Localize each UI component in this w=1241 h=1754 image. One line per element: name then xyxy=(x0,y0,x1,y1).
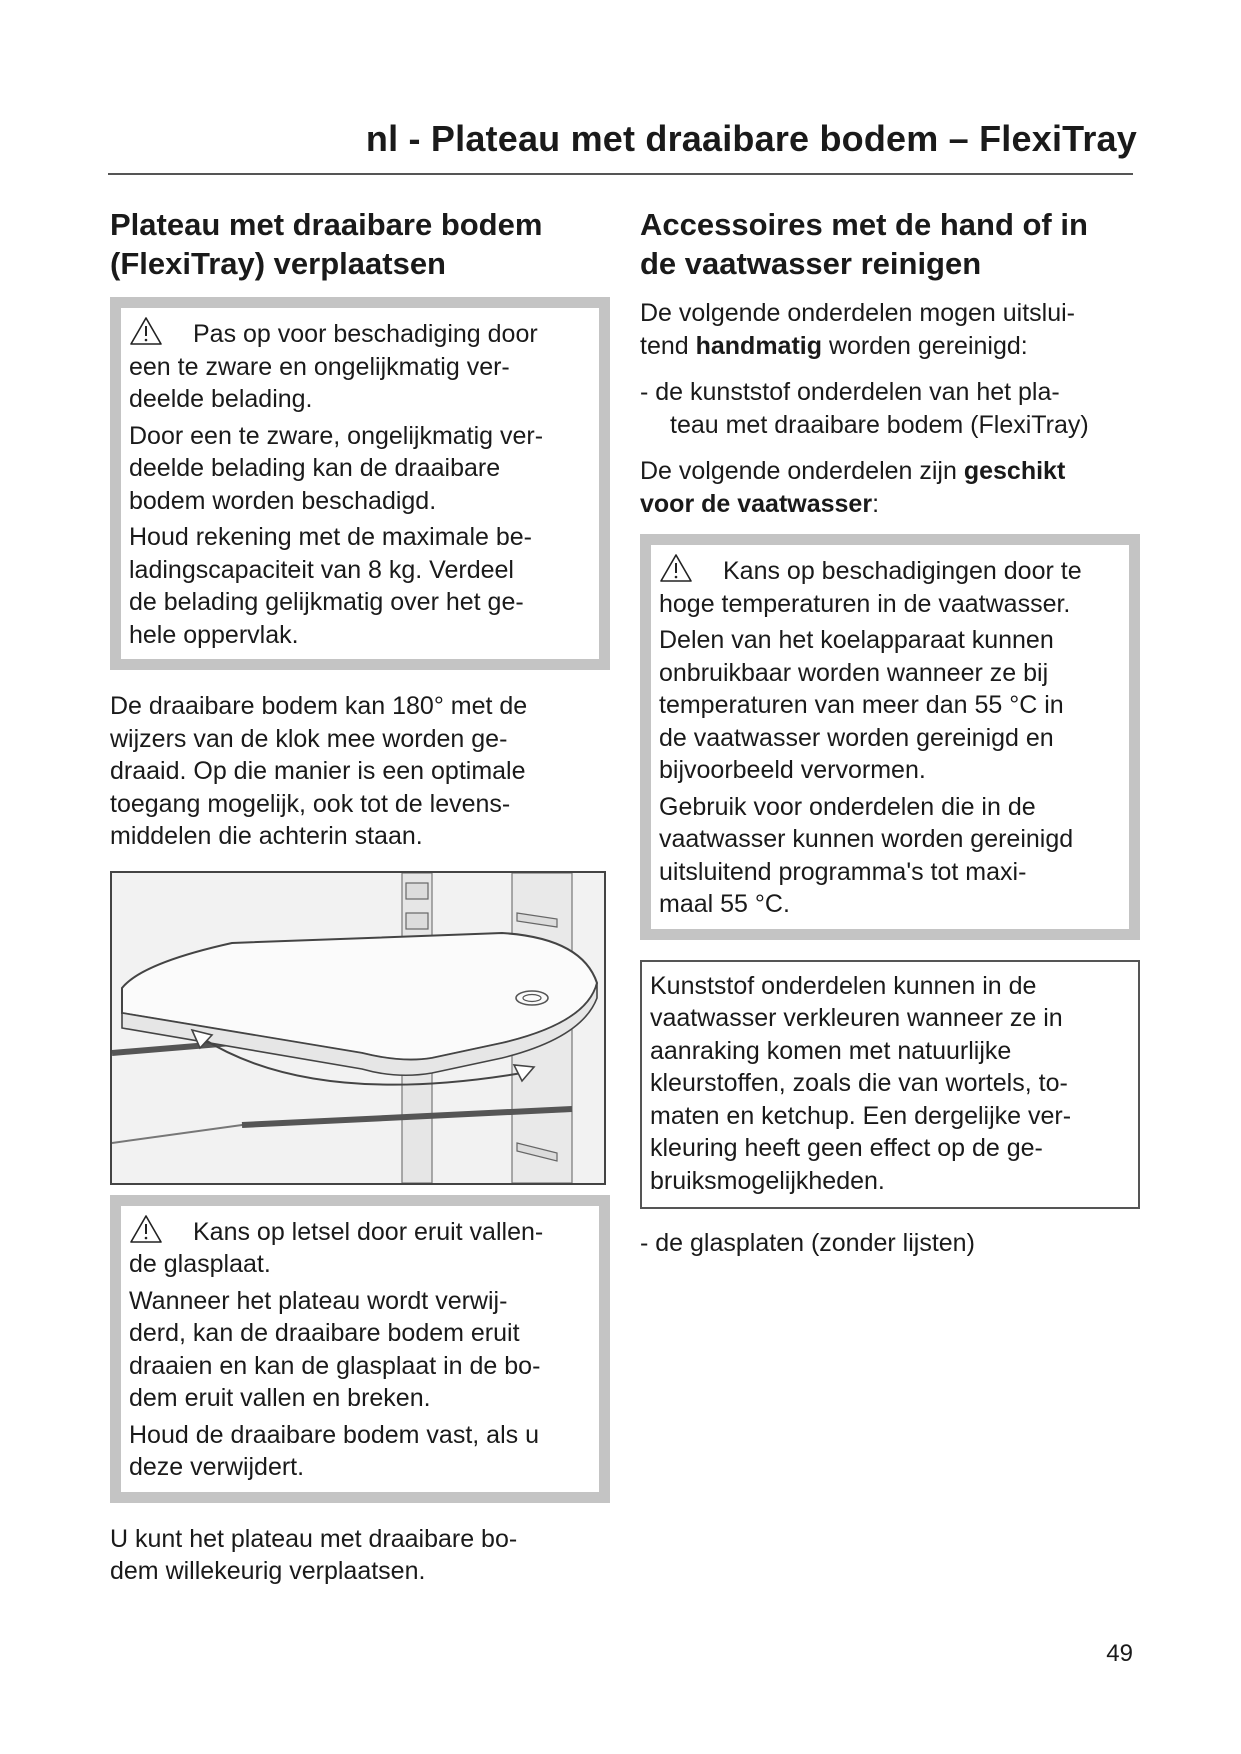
manual-cleaning-intro: De volgende onderdelen mogen uitslui- tend handmatig worden gereinigd: xyxy=(640,299,1076,360)
page-number: 49 xyxy=(1106,1640,1133,1667)
section-heading-flexitray: Plateau met draaibare bodem (FlexiTray) verplaatsen xyxy=(110,207,543,281)
warning-triangle-icon xyxy=(129,1214,163,1244)
relocate-paragraph: U kunt het plateau met draaibare bo- dem willekeurig verplaatsen. xyxy=(110,1524,518,1585)
warning-triangle-icon xyxy=(129,316,163,346)
right-column xyxy=(640,205,1140,1274)
rotation-paragraph: De draaibare bodem kan 180° met de wijzers van de klok mee worden ge- draaid. Op die manier is een optimale toegang mogelijk, ook tot de levens- middelen die achterin staan. xyxy=(110,692,528,850)
section-heading-cleaning: Accessoires met de hand of in de vaatwasser reinigen xyxy=(640,207,1088,281)
page-title: nl - Plateau met draaibare bodem – FlexiTray xyxy=(365,118,1137,159)
info-note-discoloration: Kunststof onderdelen kunnen in de vaatwasser verkleuren wanneer ze in aanraking komen met natuurlijke kleurstoffen, zoals die van wortels, to- maten en ketchup. Een dergelijke ver- kleuring heeft geen effect op de ge- bruiksmogelijkheden. xyxy=(640,960,1140,1210)
warning-triangle-icon xyxy=(659,553,693,583)
left-column xyxy=(110,205,610,1602)
dishwasher-intro: De volgende onderdelen zijn geschikt voor de vaatwasser: xyxy=(640,457,1066,518)
dishwasher-list-item: - de glasplaten (zonder lijsten) xyxy=(640,1229,975,1257)
title-divider xyxy=(108,173,1133,175)
warning-box-overload: Pas op voor beschadiging door een te zware en ongelijkmatig ver- deelde belading. Door een te zware, ongelijkmatig ver- deelde belading kan de draaibare bodem worden beschadigd. Houd rekening met de maximale be- ladingscapaciteit van 8 kg. Verdeel de belading gelijkmatig over het ge- hele oppervlak. xyxy=(110,297,610,670)
warning-box-high-temperature: Kans op beschadigingen door te hoge temperaturen in de vaatwasser. Delen van het koelapparaat kunnen onbruikbaar worden wanneer ze bij temperaturen van meer dan 55 °C in de vaatwasser worden gereinigd en bijvoorbeeld vervormen. Gebruik voor onderdelen die in de vaatwasser kunnen worden gereinigd uitsluitend programma's tot maxi- maal 55 °C. xyxy=(640,534,1140,940)
warning-box-falling-glass: Kans op letsel door eruit vallen- de glasplaat. Wanneer het plateau wordt verwij- derd, kan de draaibare bodem eruit draaien en kan de glasplaat in de bo- dem eruit vallen en breken. Houd de draaibare bodem vast, als u deze verwijdert. xyxy=(110,1195,610,1503)
manual-cleaning-list-item: - de kunststof onderdelen van het pla- teau met draaibare bodem (FlexiTray) xyxy=(640,378,1089,439)
flexitray-illustration xyxy=(110,871,606,1185)
flexitray-drawing xyxy=(112,873,604,1183)
